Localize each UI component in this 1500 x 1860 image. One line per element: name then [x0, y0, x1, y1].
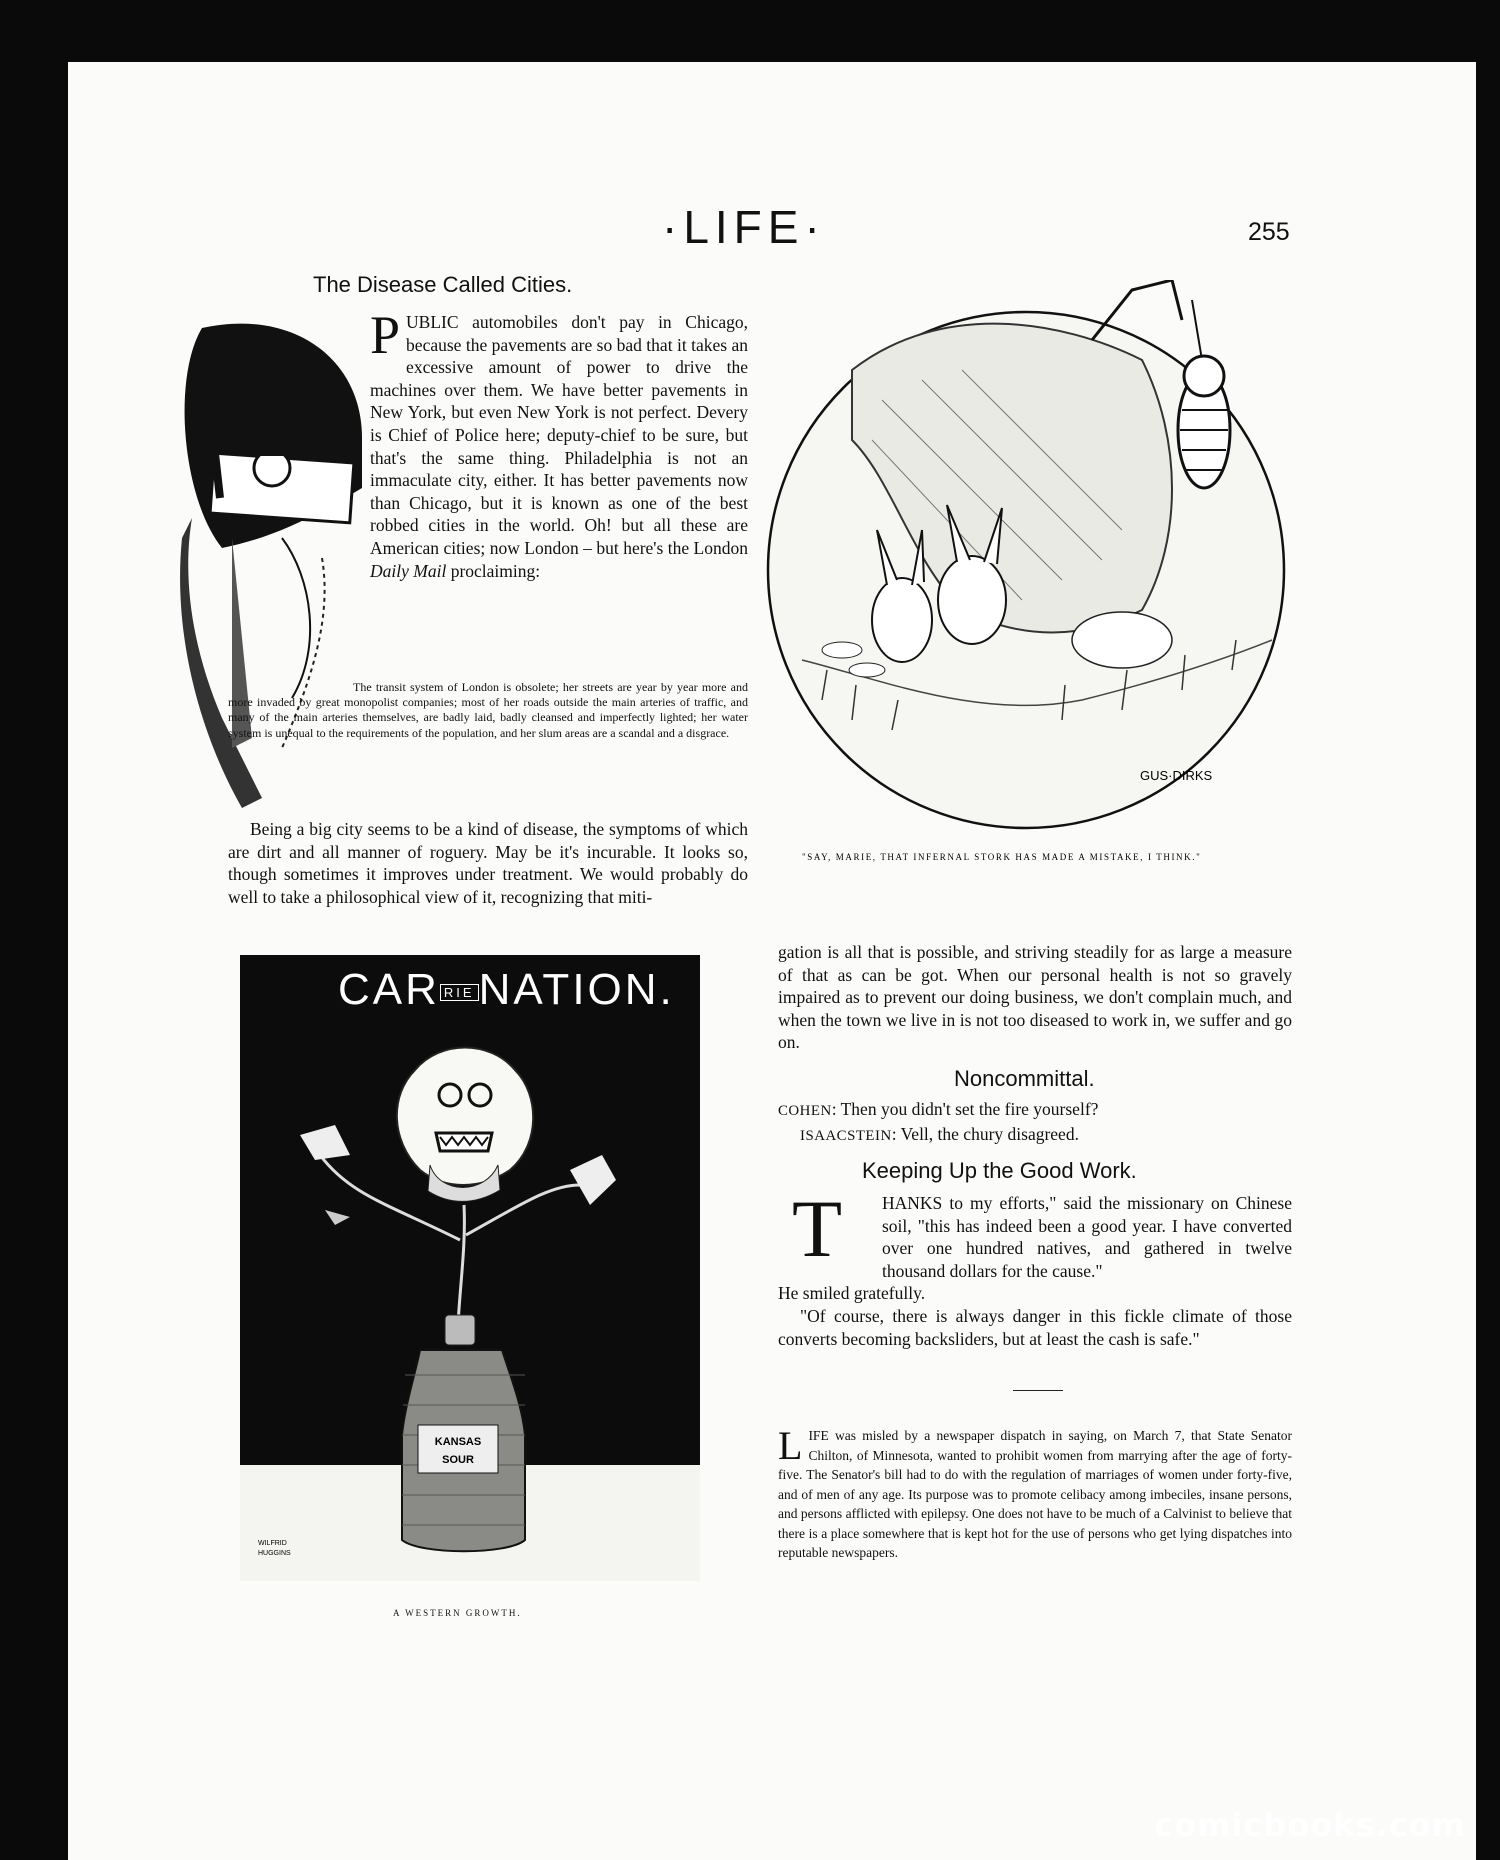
jug-label-sour: SOUR — [442, 1454, 474, 1466]
drop-cap-l: L — [778, 1423, 803, 1468]
huggins-signature: HUGGINS — [258, 1550, 291, 1557]
drop-cap-t: T — [792, 1183, 843, 1274]
article-title-disease-cities: The Disease Called Cities. — [313, 272, 573, 297]
article3-paragraph-3: "Of course, there is always danger in this fickle climate of those converts becoming backsliders, but at least the cash is safe." — [778, 1305, 1292, 1349]
drop-cap-p: P — [370, 305, 401, 365]
stork-cartoon — [762, 280, 1296, 870]
site-watermark: comicbooks.com — [1154, 1806, 1466, 1844]
gus-dirks-signature: GUS·DIRKS — [1140, 768, 1213, 783]
article3-paragraph-1: T HANKS to my efforts," said the missionary on Chinese soil, "this has indeed been a good year. I have converted over one hundred natives, and gathered in twelve thousand dollars for the cause." — [792, 1183, 1292, 1281]
article4-text: LIFE was misled by a newspaper dispatch in saying, on March 7, that State Senator Chilton, of Minnesota, wanted to prohibit women from marrying after the age of forty-five. The Senator's bill had to do with the regulation of marriages of women under forty-five, and of men of any age. Its purpose was to promote celibacy among imbeciles, insane persons, and persons afflicted with epilepsy. One does not have to be much of a Calvinist to believe that there is a place somewhere that is kept hot for the use of persons who get lying dispatches into reputable newspapers. — [778, 1423, 1292, 1560]
article3-paragraph-2: He smiled gratefully. — [778, 1283, 926, 1304]
article1-paragraph-2: Being a big city seems to be a kind of disease, the symptoms of which are dirt and all manner of roguery. May be it's incurable. It looks so, though sometimes it improves under treatment. We would probably do well to take a philosophical view of it, recognizing that miti- — [228, 819, 748, 907]
page-number: 255 — [1248, 218, 1290, 246]
article1-quote: The transit system of London is obsolete; her streets are year by year more and more invaded by great monopolist companies; most of her roads outside the main arteries of traffic, and many of the main arteries themselves, are badly laid, badly cleansed and imperfectly lighted; her water system is unequal to the requirements of the population, and her slum areas are a scandal and a disgrace. — [228, 680, 748, 740]
article1-paragraph-1: PUBLIC automobiles don't pay in Chicago, because the pavements are so bad that it takes an excessive amount of power to drive the machines over them. We have better pavements in New York, but even New York is not perfect. Devery is Chief of Police here; deputy-chief to be sure, but that's the same thing. Philadelphia is not an immaculate city, either. It has better pavements now than Chicago, but it is known as one of the best robbed cities in the world. Oh! but all these are American cities; now London – but here's the London Daily Mail proclaiming: — [370, 305, 748, 581]
article-title-noncommittal: Noncommittal. — [954, 1066, 1095, 1091]
carnation-cartoon — [240, 955, 700, 1581]
stork-cartoon-caption: "SAY, MARIE, THAT INFERNAL STORK HAS MADE A MISTAKE, I THINK." — [802, 852, 1202, 862]
carnation-caption: A WESTERN GROWTH. — [393, 1608, 522, 1618]
article1-paragraph-3: gation is all that is possible, and striving steadily for as large a measure of that as can be got. When our personal health is not so gravely impaired as to prevent our doing business, we don't complain much, and when the town we live in is not too diseased to work in, we suffer and go on. — [778, 942, 1292, 1053]
dialogue-line-isaacstein: ISAACSTEIN: Vell, the chury disagreed. — [800, 1123, 1079, 1144]
article3-text — [778, 1183, 1292, 1350]
carnation-title: CAR RIENATION. — [338, 965, 675, 1014]
section-divider — [1013, 1390, 1063, 1391]
article-title-keeping-up: Keeping Up the Good Work. — [862, 1158, 1137, 1183]
wilfrid-signature: WILFRID — [258, 1540, 287, 1547]
article2-dialogue — [778, 1098, 1292, 1147]
masthead: ·LIFE· — [662, 201, 826, 253]
dialogue-line-cohen: COHEN: Then you didn't set the fire yourself? — [778, 1099, 1099, 1119]
jug-label-kansas: KANSAS — [434, 1436, 482, 1448]
